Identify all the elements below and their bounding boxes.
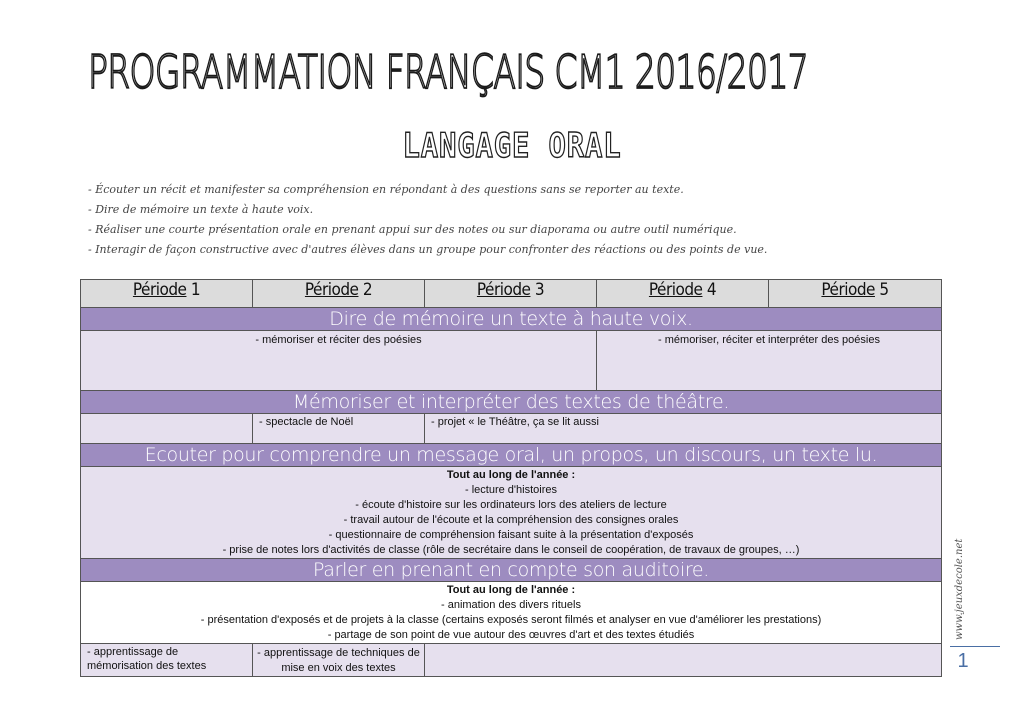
objectives-list: [88, 180, 767, 260]
list-item: - prise de notes lors d'activités de classe (rôle de secrétaire dans le conseil de coopération, de travaux de groupes, …): [222, 544, 800, 556]
section-content-row: [81, 331, 942, 391]
page-title: PROGRAMMATION FRANÇAIS CM1 2016/2017: [88, 45, 809, 99]
period-header: Période 2: [253, 280, 425, 308]
cell-all-year: [81, 467, 942, 559]
period-header: Période 5: [769, 280, 942, 308]
objective-item: - Interagir de façon constructive avec d'autres élèves dans un groupe pour confronter des réactions ou des points de vue.: [88, 243, 768, 256]
page-number: 1: [957, 650, 969, 672]
all-year-label: Tout au long de l'année :: [446, 469, 576, 481]
section-heading-row: [81, 391, 942, 414]
section-heading: Dire de mémoire un texte à haute voix.: [81, 308, 942, 331]
cell-period-2: - spectacle de Noël: [253, 414, 425, 444]
cell-periods-4-5: - mémoriser, réciter et interpréter des poésies: [597, 331, 942, 391]
cell-periods-3-5: - projet « le Théâtre, ça se lit aussi: [425, 414, 942, 444]
website-watermark: www.jeuxdecole.net: [954, 538, 965, 640]
section-content-row: [81, 644, 942, 677]
list-item: - partage de son point de vue autour des œuvres d'art et des textes étudiés: [327, 629, 695, 641]
section-content-row: [81, 582, 942, 644]
section-heading: Ecouter pour comprendre un message oral, un propos, un discours, un texte lu.: [81, 444, 942, 467]
section-content-row: [81, 467, 942, 559]
cell-period-1: - apprentissage de mémorisation des textes: [81, 644, 253, 677]
objective-item: - Dire de mémoire un texte à haute voix.: [88, 203, 314, 216]
all-year-label: Tout au long de l'année :: [446, 584, 576, 596]
cell-periods-1-3: - mémoriser et réciter des poésies: [81, 331, 597, 391]
list-item: - écoute d'histoire sur les ordinateurs lors des ateliers de lecture: [355, 499, 667, 511]
list-item: - questionnaire de compréhension faisant suite à la présentation d'exposés: [328, 529, 694, 541]
cell-period-1: [81, 414, 253, 444]
period-header: Période 1: [81, 280, 253, 308]
objective-item: - Écouter un récit et manifester sa compréhension en répondant à des questions sans se reporter au texte.: [88, 183, 684, 196]
section-heading-row: [81, 444, 942, 467]
cell-all-year: [81, 582, 942, 644]
list-item: - travail autour de l'écoute et la compréhension des consignes orales: [343, 514, 679, 526]
periods-header-row: [81, 280, 942, 308]
programmation-table: [80, 279, 942, 677]
section-heading-row: [81, 559, 942, 582]
section-subtitle: LANGAGE ORAL: [402, 126, 622, 166]
section-content-row: [81, 414, 942, 444]
list-item: - présentation d'exposés et de projets à la classe (certains exposés seront filmés et analyser en vue d'améliorer les prestations): [200, 614, 822, 626]
cell-period-2: - apprentissage de techniques de mise en voix des textes: [253, 644, 425, 677]
section-heading: Mémoriser et interpréter des textes de théâtre.: [81, 391, 942, 414]
list-item: - animation des divers rituels: [440, 599, 581, 611]
period-header: Période 3: [425, 280, 597, 308]
cell-periods-3-5: [425, 644, 942, 677]
list-item: - lecture d'histoires: [465, 484, 557, 496]
period-header: Période 4: [597, 280, 769, 308]
section-heading-row: [81, 308, 942, 331]
objective-item: - Réaliser une courte présentation orale en prenant appui sur des notes ou sur diaporama ou autre outil numérique.: [88, 223, 737, 236]
page-number-rule: [950, 646, 1000, 647]
section-heading: Parler en prenant en compte son auditoire.: [81, 559, 942, 582]
